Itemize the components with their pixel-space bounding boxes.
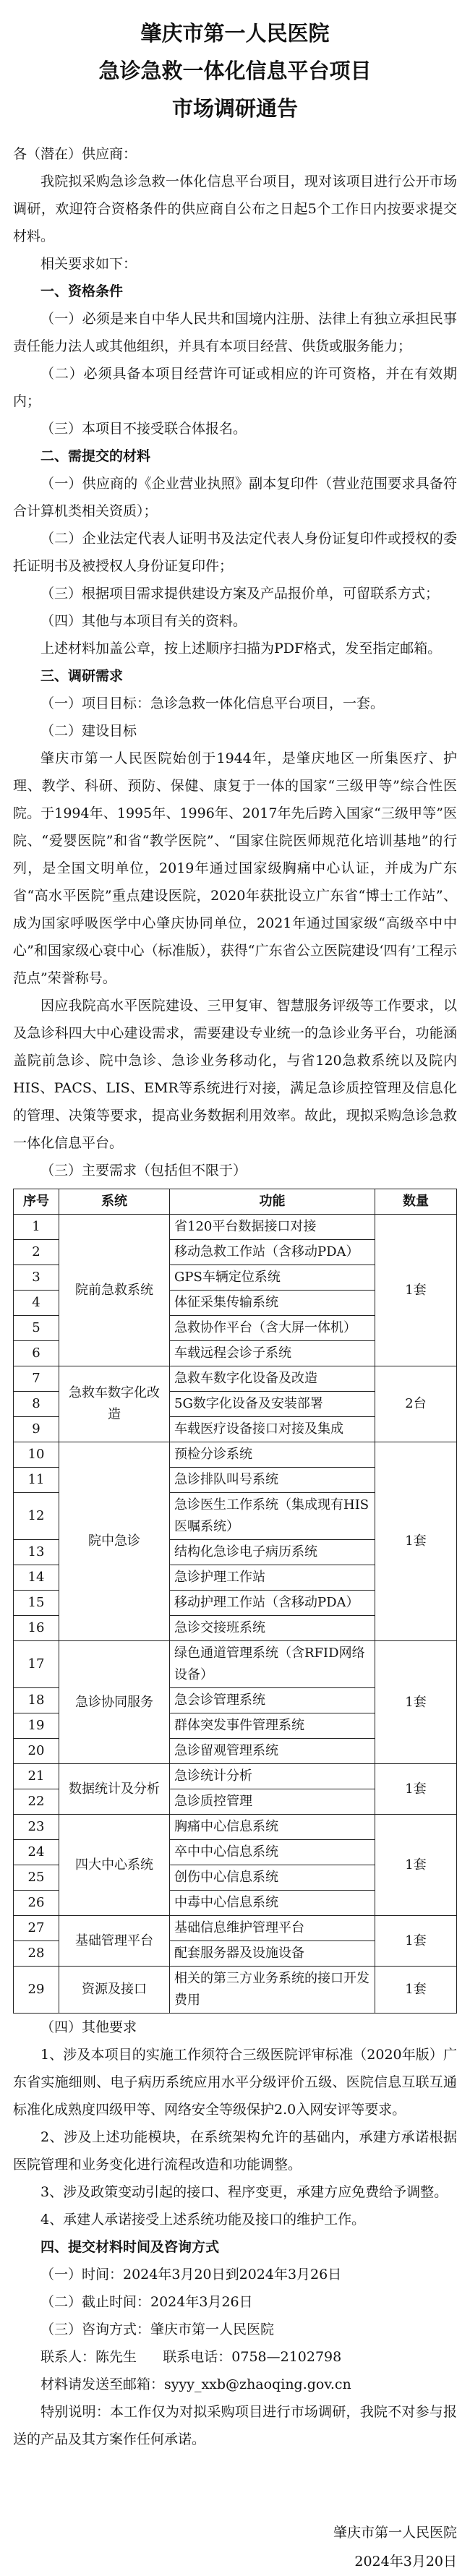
section4-heading: 四、提交材料时间及咨询方式: [40, 2239, 220, 2255]
row-index: 9: [14, 1417, 59, 1442]
row-index: 21: [14, 1764, 59, 1789]
row-function: 绿色通道管理系统（含RFID网络设备）: [170, 1641, 375, 1688]
header-system: 系统: [59, 1189, 170, 1215]
row-function: 省120平台数据接口对接: [170, 1215, 375, 1240]
row-function: 急诊医生工作系统（集成现有HIS医嘱系统）: [170, 1493, 375, 1540]
row-index: 19: [14, 1713, 59, 1739]
section1-heading: 一、资格条件: [40, 283, 124, 299]
row-index: 12: [14, 1493, 59, 1540]
row-system: 资源及接口: [59, 1967, 170, 2014]
row-quantity: 1套: [375, 1815, 457, 1916]
section4-email-line: [13, 2371, 457, 2398]
section2-item-2: （二）企业法定代表人证明书及法定代表人身份证复印件或授权的委托证明书及被授权人身份证复印件；: [13, 531, 457, 574]
row-index: 29: [14, 1967, 59, 2014]
row-system: 基础管理平台: [59, 1916, 170, 1967]
signature-org: 肇庆市第一人民医院: [333, 2525, 457, 2541]
row-system: 急救车数字化改造: [59, 1366, 170, 1442]
contact-person: 联系人：陈先生: [40, 2349, 137, 2365]
salutation: 各（潜在）供应商：: [13, 146, 137, 162]
row-function: GPS车辆定位系统: [170, 1265, 375, 1291]
row-index: 23: [14, 1815, 59, 1840]
section1-item-2: （二）必须具备本项目经营许可证或相应的许可资格，并在有效期内；: [13, 366, 457, 409]
row-system: 急诊协同服务: [59, 1641, 170, 1764]
row-function: 移动护理工作站（含移动PDA）: [170, 1591, 375, 1616]
section3-other-item-3: 3、涉及政策变动引起的接口、程序变更，承建方应免费给予调整。: [40, 2184, 448, 2200]
row-function: 群体突发事件管理系统: [170, 1713, 375, 1739]
row-quantity: 1套: [375, 1442, 457, 1641]
row-system: 四大中心系统: [59, 1815, 170, 1916]
row-index: 28: [14, 1941, 59, 1967]
section2-item-1: （一）供应商的《企业营业执照》副本复印件（营业范围要求具备符合计算机类相关资质）；: [13, 476, 457, 519]
row-function: 急诊交接班系统: [170, 1616, 375, 1641]
row-function: 急救车数字化设备及改造: [170, 1366, 375, 1392]
row-index: 7: [14, 1366, 59, 1392]
table-row: [14, 1366, 457, 1392]
row-function: 中毒中心信息系统: [170, 1891, 375, 1916]
table-row: [14, 1641, 457, 1688]
title-project: 急诊急救一体化信息平台项目: [98, 59, 372, 83]
row-index: 15: [14, 1591, 59, 1616]
row-index: 3: [14, 1265, 59, 1291]
intro-related: 相关要求如下：: [40, 256, 137, 272]
section4-consult: （三）咨询方式：肇庆市第一人民医院: [40, 2322, 275, 2337]
row-index: 13: [14, 1540, 59, 1565]
header-index: 序号: [14, 1189, 59, 1215]
row-function: 预检分诊系统: [170, 1442, 375, 1468]
row-quantity: 1套: [375, 1764, 457, 1815]
section4-contact-line: [13, 2343, 457, 2371]
row-function: 急救协作平台（含大屏一体机）: [170, 1316, 375, 1341]
section2-item-4: （四）其他与本项目有关的资料。: [40, 613, 247, 629]
section3-requirements-heading: （三）主要需求（包括但不限于）: [40, 1163, 247, 1178]
section4-time: （一）时间：2024年3月20日到2024年3月26日: [40, 2267, 342, 2282]
row-function: 急诊质控管理: [170, 1789, 375, 1815]
row-index: 14: [14, 1565, 59, 1591]
row-function: 体征采集传输系统: [170, 1291, 375, 1316]
table-row: [14, 1815, 457, 1840]
row-index: 2: [14, 1240, 59, 1265]
row-function: 相关的第三方业务系统的接口开发费用: [170, 1967, 375, 2014]
row-system: 院前急救系统: [59, 1215, 170, 1366]
row-function: 创伤中心信息系统: [170, 1865, 375, 1891]
section4-deadline: （二）截止时间：2024年3月26日: [40, 2294, 253, 2310]
row-index: 16: [14, 1616, 59, 1641]
row-function: 胸痛中心信息系统: [170, 1815, 375, 1840]
table-row: [14, 1215, 457, 1240]
table-row: [14, 1442, 457, 1468]
row-index: 25: [14, 1865, 59, 1891]
email-address[interactable]: syyy_xxb@zhaoqing.gov.cn: [164, 2376, 351, 2392]
row-function: 急诊留观管理系统: [170, 1739, 375, 1764]
table-row: [14, 1967, 457, 2014]
row-function: 基础信息维护管理平台: [170, 1916, 375, 1941]
row-function: 车载医疗设备接口对接及集成: [170, 1417, 375, 1442]
row-function: 配套服务器及设施设备: [170, 1941, 375, 1967]
requirements-table-body: [14, 1215, 457, 2014]
section1-item-1: （一）必须是来自中华人民共和国境内注册、法律上有独立承担民事责任能力法人或其他组织，并具有本项目经营、供货或服务能力；: [13, 311, 457, 354]
table-header-row: [14, 1189, 457, 1215]
row-function: 车载远程会诊子系统: [170, 1341, 375, 1366]
table-row: [14, 1764, 457, 1789]
row-index: 6: [14, 1341, 59, 1366]
row-function: 急会诊管理系统: [170, 1688, 375, 1713]
email-label: 材料请发送至邮箱：: [40, 2376, 165, 2392]
row-quantity: 1套: [375, 1641, 457, 1764]
signature-date: 2024年3月20日: [354, 2554, 457, 2569]
signature-block: [13, 2518, 457, 2576]
table-row: [14, 1916, 457, 1941]
row-index: 4: [14, 1291, 59, 1316]
row-index: 20: [14, 1739, 59, 1764]
row-function: 急诊排队叫号系统: [170, 1468, 375, 1493]
title-notice: 市场调研通告: [171, 96, 298, 121]
section3-heading: 三、调研需求: [40, 668, 124, 684]
row-function: 5G数字化设备及安装部署: [170, 1392, 375, 1417]
section2-item-3: （三）根据项目需求提供建设方案及产品报价单，可留联系方式；: [40, 586, 440, 602]
contact-phone: 联系电话：0758—2102798: [163, 2349, 342, 2365]
row-function: 结构化急诊电子病历系统: [170, 1540, 375, 1565]
section1-item-3: （三）本项目不接受联合体报名。: [40, 421, 247, 437]
row-index: 8: [14, 1392, 59, 1417]
header-function: 功能: [170, 1189, 375, 1215]
row-index: 22: [14, 1789, 59, 1815]
row-quantity: 1套: [375, 1967, 457, 2014]
section4-special-note: 特别说明：本工作仅为对拟采购项目进行市场调研，我院不对参与报送的产品及其方案作任何承诺。: [13, 2404, 457, 2447]
intro-paragraph: 我院拟采购急诊急救一体化信息平台项目，现对该项目进行公开市场调研，欢迎符合资格条件的供应商自公布之日起5个工作日内按要求提交材料。: [13, 174, 457, 244]
section2-heading: 二、需提交的材料: [40, 448, 151, 464]
row-index: 27: [14, 1916, 59, 1941]
header-quantity: 数量: [375, 1189, 457, 1215]
row-index: 5: [14, 1316, 59, 1341]
row-quantity: 1套: [375, 1215, 457, 1366]
row-index: 17: [14, 1641, 59, 1688]
row-system: 数据统计及分析: [59, 1764, 170, 1815]
row-index: 1: [14, 1215, 59, 1240]
section3-other-item-1: 1、涉及本项目的实施工作须符合三级医院评审标准（2020年版）广东省实施细则、电子病历系统应用水平分级评价五级、医院信息互联互通标准化成熟度四级甲等、网络安全等级保护2.0入网安评等要求。: [13, 2047, 457, 2118]
title-hospital: 肇庆市第一人民医院: [140, 21, 330, 46]
row-function: 急诊护理工作站: [170, 1565, 375, 1591]
row-function: 卒中中心信息系统: [170, 1840, 375, 1865]
section3-other-item-4: 4、承建人承诺接受上述系统功能及接口的维护工作。: [40, 2212, 366, 2228]
section2-note: 上述材料加盖公章，按上述顺序扫描为PDF格式，发至指定邮箱。: [40, 641, 442, 656]
section3-target: （一）项目目标：急诊急救一体化信息平台项目，一套。: [40, 696, 385, 711]
row-quantity: 2台: [375, 1366, 457, 1442]
section3-background-heading: （二）建设目标: [40, 723, 137, 739]
row-index: 24: [14, 1840, 59, 1865]
row-function: 移动急救工作站（含移动PDA）: [170, 1240, 375, 1265]
section3-background-paragraph-2: 因应我院高水平医院建设、三甲复审、智慧服务评级等工作要求，以及急诊科四大中心建设需求，需要建设专业统一的急诊业务平台，功能涵盖院前急诊、院中急诊、急诊业务移动化，与省120急救系统以及院内HIS、PACS、LIS、EMR等系统进行对接，满足急诊质控管理及信息化的管理、决策等要求，提高业务数据利用效率。故此，现拟采购急诊急救一体化信息平台。: [13, 998, 457, 1151]
row-quantity: 1套: [375, 1916, 457, 1967]
row-index: 18: [14, 1688, 59, 1713]
row-system: 院中急诊: [59, 1442, 170, 1641]
requirements-table: [13, 1189, 457, 2014]
section3-other-heading: （四）其他要求: [40, 2019, 137, 2035]
section3-background-paragraph-1: 肇庆市第一人民医院始创于1944年，是肇庆地区一所集医疗、护理、教学、科研、预防、保健、康复于一体的国家“三级甲等”综合性医院。于1994年、1995年、1996年、2017年先后跨入国家“三级甲等”医院、“爱婴医院”和省“教学医院”、“国家住院医师规范化培训基地”的行列，是全国文明单位，2019年通过国家级胸痛中心认证，并成为广东省“高水平医院”重点建设医院，2020年获批设立广东省“博士工作站”、成为国家呼吸医学中心肇庆协同单位，2021年通过国家级“高级卒中中心”和国家级心衰中心（标准版），获得“广东省公立医院建设‘四有’工程示范点”荣誉称号。: [13, 750, 457, 986]
row-index: 26: [14, 1891, 59, 1916]
row-index: 11: [14, 1468, 59, 1493]
title-block: [13, 14, 457, 127]
row-index: 10: [14, 1442, 59, 1468]
row-function: 急诊统计分析: [170, 1764, 375, 1789]
section3-other-item-2: 2、涉及上述功能模块，在系统架构允许的基础内，承建方承诺根据医院管理和业务变化进行流程改造和功能调整。: [13, 2129, 457, 2173]
